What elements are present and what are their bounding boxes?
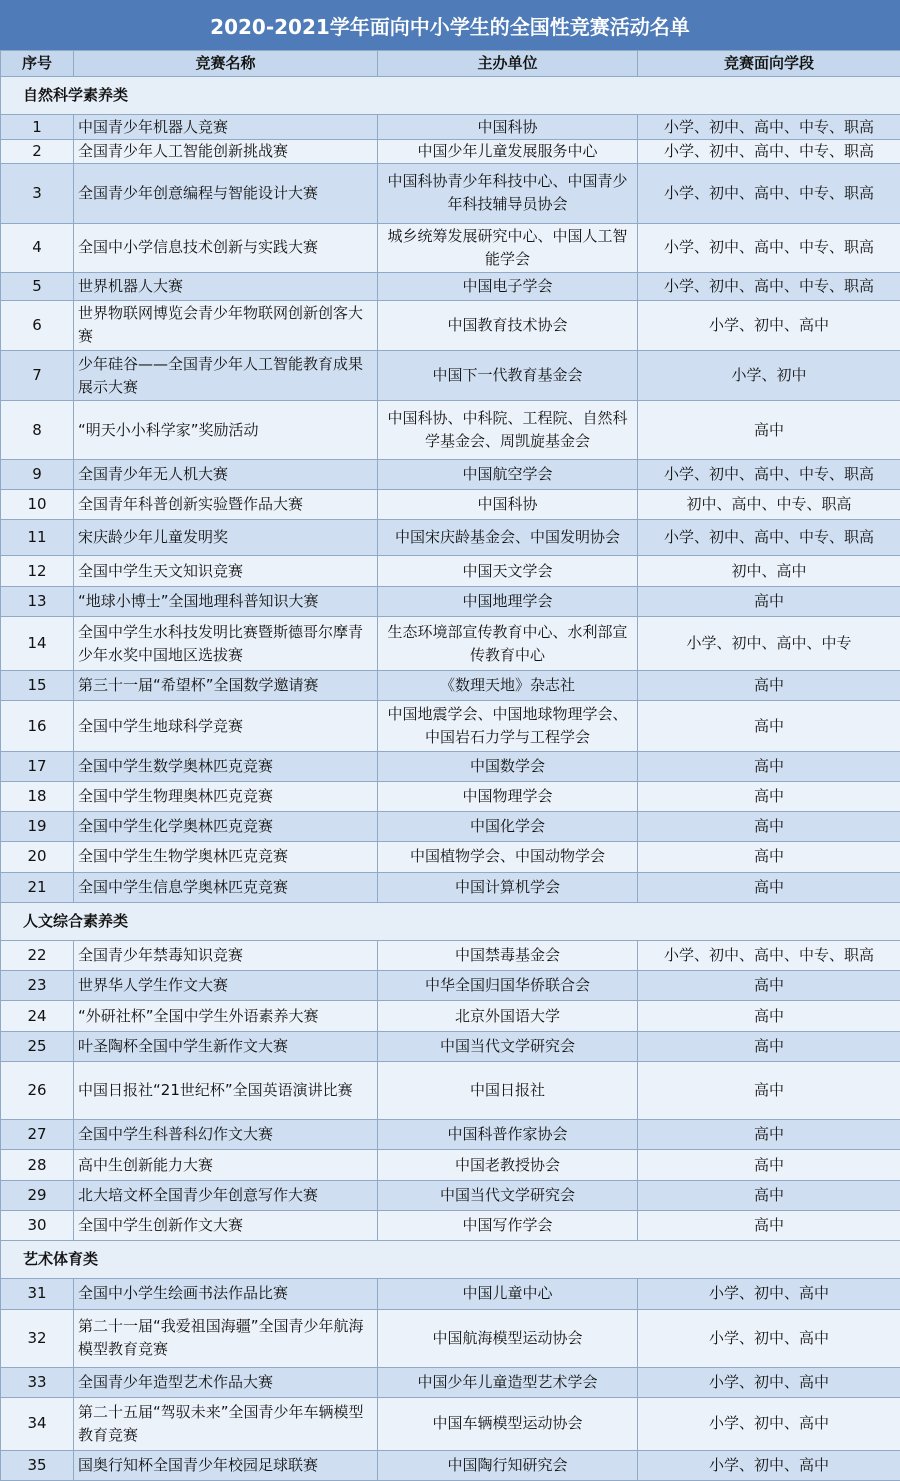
table-row — [1, 300, 900, 350]
cell-competition-name: 全国中学生生物学奥林匹克竞赛 — [74, 842, 378, 872]
cell-number: 15 — [1, 671, 74, 701]
cell-level: 高中 — [638, 1180, 900, 1210]
cell-organizer: 中国下一代教育基金会 — [378, 351, 638, 401]
cell-number: 30 — [1, 1210, 74, 1240]
cell-level: 高中 — [638, 671, 900, 701]
cell-organizer: 生态环境部宣传教育中心、水利部宣传教育中心 — [378, 616, 638, 670]
cell-organizer: 中国儿童中心 — [378, 1279, 638, 1309]
cell-organizer: 中国少年儿童发展服务中心 — [378, 139, 638, 163]
table-row — [1, 163, 900, 223]
cell-competition-name: 全国中学生创新作文大赛 — [74, 1210, 378, 1240]
cell-competition-name: “地球小博士”全国地理科普知识大赛 — [74, 586, 378, 616]
cell-competition-name: 世界物联网博览会青少年物联网创新创客大赛 — [74, 300, 378, 350]
cell-competition-name: 叶圣陶杯全国中学生新作文大赛 — [74, 1031, 378, 1061]
cell-number: 8 — [1, 401, 74, 459]
cell-number: 26 — [1, 1061, 74, 1119]
cell-competition-name: 第三十一届“希望杯”全国数学邀请赛 — [74, 671, 378, 701]
table-row — [1, 671, 900, 701]
table-row — [1, 701, 900, 751]
table-row — [1, 1309, 900, 1367]
table-row — [1, 941, 900, 971]
cell-level: 高中 — [638, 842, 900, 872]
cell-organizer: 中国科协 — [378, 115, 638, 139]
table-row — [1, 520, 900, 556]
table-row — [1, 115, 900, 139]
cell-competition-name: 高中生创新能力大赛 — [74, 1150, 378, 1180]
table-row — [1, 401, 900, 459]
cell-level: 高中 — [638, 872, 900, 902]
cell-organizer: 中国老教授协会 — [378, 1150, 638, 1180]
cell-competition-name: 全国青年科普创新实验暨作品大赛 — [74, 489, 378, 519]
table-row — [1, 139, 900, 163]
cell-level: 小学、初中、高中 — [638, 1450, 900, 1480]
cell-level: 小学、初中、高中 — [638, 300, 900, 350]
table-row — [1, 224, 900, 272]
header-name: 竞赛名称 — [74, 51, 378, 77]
cell-level: 小学、初中、高中、中专、职高 — [638, 941, 900, 971]
cell-number: 20 — [1, 842, 74, 872]
cell-level: 高中 — [638, 401, 900, 459]
cell-organizer: 《数理天地》杂志社 — [378, 671, 638, 701]
cell-number: 34 — [1, 1398, 74, 1450]
document-title: 2020-2021学年面向中小学生的全国性竞赛活动名单 — [0, 0, 900, 50]
header-org: 主办单位 — [378, 51, 638, 77]
table-row — [1, 272, 900, 300]
table-row — [1, 842, 900, 872]
cell-level: 高中 — [638, 1031, 900, 1061]
cell-organizer: 中国地震学会、中国地球物理学会、中国岩石力学与工程学会 — [378, 701, 638, 751]
table-row — [1, 1001, 900, 1031]
cell-number: 9 — [1, 459, 74, 489]
table-row — [1, 459, 900, 489]
cell-organizer: 中国科协 — [378, 489, 638, 519]
cell-competition-name: 全国中小学生绘画书法作品比赛 — [74, 1279, 378, 1309]
cell-organizer: 中国航海模型运动协会 — [378, 1309, 638, 1367]
cell-number: 33 — [1, 1367, 74, 1397]
table-row — [1, 812, 900, 842]
cell-competition-name: 中国日报社“21世纪杯”全国英语演讲比赛 — [74, 1061, 378, 1119]
cell-number: 24 — [1, 1001, 74, 1031]
cell-number: 2 — [1, 139, 74, 163]
cell-number: 7 — [1, 351, 74, 401]
cell-number: 3 — [1, 163, 74, 223]
cell-level: 高中 — [638, 971, 900, 1001]
cell-level: 小学、初中、高中 — [638, 1367, 900, 1397]
cell-organizer: 北京外国语大学 — [378, 1001, 638, 1031]
competition-table — [0, 50, 900, 1481]
cell-competition-name: 全国中学生科普科幻作文大赛 — [74, 1120, 378, 1150]
cell-competition-name: 全国中小学信息技术创新与实践大赛 — [74, 224, 378, 272]
table-row — [1, 971, 900, 1001]
table-row — [1, 1061, 900, 1119]
section-row — [1, 1241, 900, 1279]
table-body — [1, 51, 900, 1481]
cell-organizer: 中国车辆模型运动协会 — [378, 1398, 638, 1450]
cell-number: 31 — [1, 1279, 74, 1309]
table-row — [1, 1120, 900, 1150]
cell-organizer: 中国禁毒基金会 — [378, 941, 638, 971]
cell-level: 高中 — [638, 1120, 900, 1150]
cell-organizer: 中国少年儿童造型艺术学会 — [378, 1367, 638, 1397]
cell-number: 6 — [1, 300, 74, 350]
cell-organizer: 中国地理学会 — [378, 586, 638, 616]
cell-level: 小学、初中、高中、中专、职高 — [638, 115, 900, 139]
cell-number: 23 — [1, 971, 74, 1001]
cell-organizer: 中国天文学会 — [378, 556, 638, 586]
cell-number: 28 — [1, 1150, 74, 1180]
cell-number: 4 — [1, 224, 74, 272]
table-row — [1, 872, 900, 902]
table-row — [1, 1031, 900, 1061]
table-row — [1, 351, 900, 401]
section-row — [1, 77, 900, 115]
table-row — [1, 751, 900, 781]
cell-number: 32 — [1, 1309, 74, 1367]
cell-competition-name: 国奥行知杯全国青少年校园足球联赛 — [74, 1450, 378, 1480]
cell-number: 16 — [1, 701, 74, 751]
cell-level: 小学、初中、高中、中专、职高 — [638, 163, 900, 223]
cell-number: 11 — [1, 520, 74, 556]
cell-competition-name: 全国中学生地球科学竞赛 — [74, 701, 378, 751]
cell-number: 1 — [1, 115, 74, 139]
cell-organizer: 中国当代文学研究会 — [378, 1180, 638, 1210]
table-row — [1, 1367, 900, 1397]
cell-number: 35 — [1, 1450, 74, 1480]
cell-number: 25 — [1, 1031, 74, 1061]
cell-number: 19 — [1, 812, 74, 842]
cell-level: 初中、高中 — [638, 556, 900, 586]
cell-organizer: 中国科协青少年科技中心、中国青少年科技辅导员协会 — [378, 163, 638, 223]
cell-competition-name: 全国中学生信息学奥林匹克竞赛 — [74, 872, 378, 902]
section-label: 自然科学素养类 — [1, 77, 900, 115]
cell-organizer: 中国写作学会 — [378, 1210, 638, 1240]
cell-number: 18 — [1, 781, 74, 811]
cell-organizer: 中国植物学会、中国动物学会 — [378, 842, 638, 872]
cell-number: 13 — [1, 586, 74, 616]
cell-level: 小学、初中、高中、中专、职高 — [638, 272, 900, 300]
cell-level: 小学、初中、高中、中专、职高 — [638, 139, 900, 163]
cell-competition-name: 世界机器人大赛 — [74, 272, 378, 300]
cell-level: 高中 — [638, 781, 900, 811]
cell-organizer: 中国物理学会 — [378, 781, 638, 811]
table-row — [1, 586, 900, 616]
cell-level: 高中 — [638, 751, 900, 781]
cell-number: 29 — [1, 1180, 74, 1210]
table-row — [1, 781, 900, 811]
table-row — [1, 489, 900, 519]
table-row — [1, 616, 900, 670]
cell-competition-name: 全国青少年人工智能创新挑战赛 — [74, 139, 378, 163]
cell-organizer: 中国当代文学研究会 — [378, 1031, 638, 1061]
cell-number: 27 — [1, 1120, 74, 1150]
cell-organizer: 中国航空学会 — [378, 459, 638, 489]
cell-organizer: 中国数学会 — [378, 751, 638, 781]
cell-competition-name: 第二十一届“我爱祖国海疆”全国青少年航海模型教育竞赛 — [74, 1309, 378, 1367]
cell-competition-name: 中国青少年机器人竞赛 — [74, 115, 378, 139]
section-label: 艺术体育类 — [1, 1241, 900, 1279]
cell-level: 小学、初中 — [638, 351, 900, 401]
cell-number: 17 — [1, 751, 74, 781]
table-row — [1, 1279, 900, 1309]
cell-level: 高中 — [638, 1150, 900, 1180]
cell-organizer: 中国化学会 — [378, 812, 638, 842]
cell-organizer: 中国教育技术协会 — [378, 300, 638, 350]
section-row — [1, 902, 900, 940]
cell-level: 高中 — [638, 586, 900, 616]
cell-level: 小学、初中、高中 — [638, 1398, 900, 1450]
table-row — [1, 1150, 900, 1180]
cell-level: 高中 — [638, 1001, 900, 1031]
cell-organizer: 中国科协、中科院、工程院、自然科学基金会、周凯旋基金会 — [378, 401, 638, 459]
cell-level: 小学、初中、高中、中专、职高 — [638, 224, 900, 272]
cell-competition-name: 全国青少年创意编程与智能设计大赛 — [74, 163, 378, 223]
cell-level: 高中 — [638, 1061, 900, 1119]
cell-level: 小学、初中、高中 — [638, 1279, 900, 1309]
header-level: 竞赛面向学段 — [638, 51, 900, 77]
cell-level: 高中 — [638, 812, 900, 842]
table-row — [1, 1210, 900, 1240]
cell-level: 小学、初中、高中、中专、职高 — [638, 520, 900, 556]
table-row — [1, 1398, 900, 1450]
table-row — [1, 1180, 900, 1210]
cell-organizer: 中国电子学会 — [378, 272, 638, 300]
header-row — [1, 51, 900, 77]
cell-organizer: 中华全国归国华侨联合会 — [378, 971, 638, 1001]
cell-competition-name: 全国中学生数学奥林匹克竞赛 — [74, 751, 378, 781]
cell-competition-name: 全国中学生物理奥林匹克竞赛 — [74, 781, 378, 811]
cell-competition-name: 第二十五届“驾驭未来”全国青少年车辆模型教育竞赛 — [74, 1398, 378, 1450]
cell-competition-name: 全国中学生水科技发明比赛暨斯德哥尔摩青少年水奖中国地区选拔赛 — [74, 616, 378, 670]
cell-organizer: 中国陶行知研究会 — [378, 1450, 638, 1480]
cell-organizer: 城乡统筹发展研究中心、中国人工智能学会 — [378, 224, 638, 272]
cell-number: 21 — [1, 872, 74, 902]
cell-number: 5 — [1, 272, 74, 300]
section-label: 人文综合素养类 — [1, 902, 900, 940]
cell-level: 小学、初中、高中、中专 — [638, 616, 900, 670]
cell-level: 高中 — [638, 1210, 900, 1240]
cell-level: 小学、初中、高中、中专、职高 — [638, 459, 900, 489]
cell-level: 初中、高中、中专、职高 — [638, 489, 900, 519]
cell-competition-name: 全国青少年无人机大赛 — [74, 459, 378, 489]
cell-competition-name: 全国中学生化学奥林匹克竞赛 — [74, 812, 378, 842]
cell-competition-name: 全国中学生天文知识竞赛 — [74, 556, 378, 586]
cell-competition-name: 全国青少年造型艺术作品大赛 — [74, 1367, 378, 1397]
header-no: 序号 — [1, 51, 74, 77]
cell-competition-name: 全国青少年禁毒知识竞赛 — [74, 941, 378, 971]
cell-competition-name: 少年硅谷——全国青少年人工智能教育成果展示大赛 — [74, 351, 378, 401]
cell-organizer: 中国科普作家协会 — [378, 1120, 638, 1150]
cell-competition-name: “外研社杯”全国中学生外语素养大赛 — [74, 1001, 378, 1031]
cell-number: 12 — [1, 556, 74, 586]
table-row — [1, 556, 900, 586]
cell-competition-name: 宋庆龄少年儿童发明奖 — [74, 520, 378, 556]
cell-level: 高中 — [638, 701, 900, 751]
table-row — [1, 1450, 900, 1480]
cell-number: 22 — [1, 941, 74, 971]
cell-organizer: 中国日报社 — [378, 1061, 638, 1119]
cell-competition-name: “明天小小科学家”奖励活动 — [74, 401, 378, 459]
cell-competition-name: 北大培文杯全国青少年创意写作大赛 — [74, 1180, 378, 1210]
cell-number: 14 — [1, 616, 74, 670]
cell-organizer: 中国计算机学会 — [378, 872, 638, 902]
cell-level: 小学、初中、高中 — [638, 1309, 900, 1367]
cell-competition-name: 世界华人学生作文大赛 — [74, 971, 378, 1001]
cell-number: 10 — [1, 489, 74, 519]
cell-organizer: 中国宋庆龄基金会、中国发明协会 — [378, 520, 638, 556]
